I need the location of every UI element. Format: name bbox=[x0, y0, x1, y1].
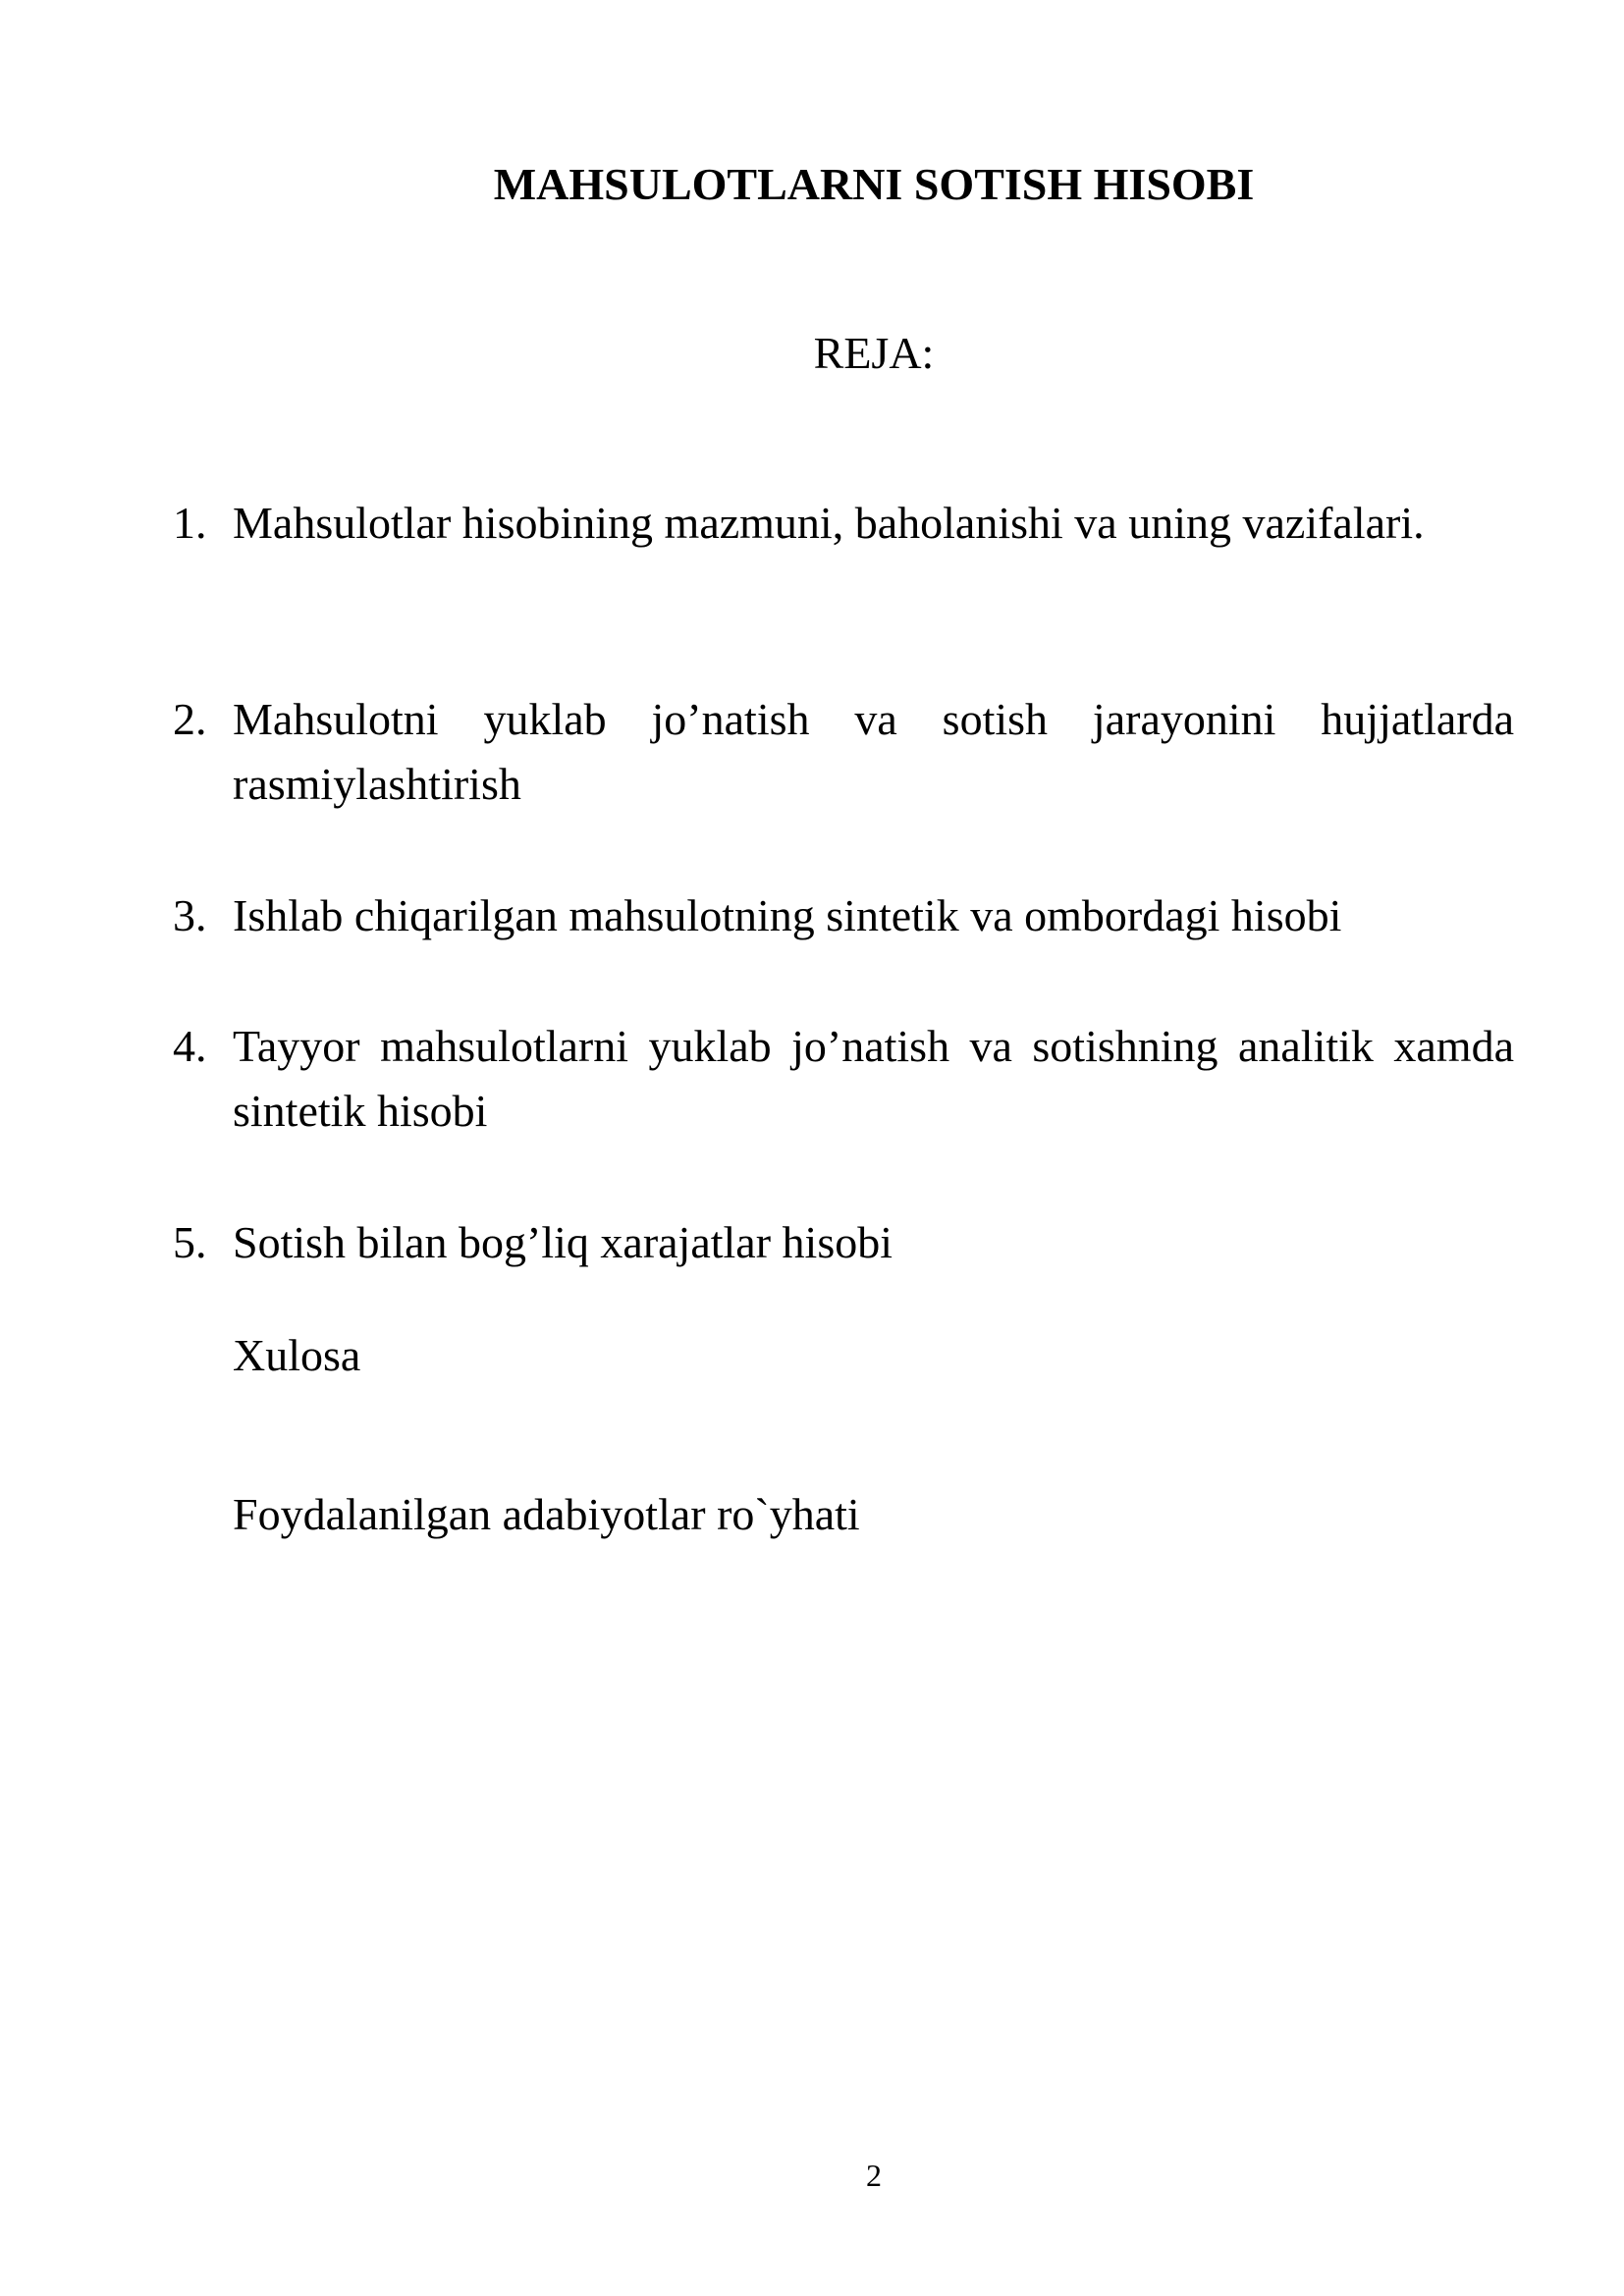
conclusion-label: Xulosa bbox=[233, 1330, 361, 1380]
page-number: 2 bbox=[866, 2158, 882, 2193]
plan-item-4 bbox=[173, 1014, 1514, 1144]
plan-heading: REJA: bbox=[813, 328, 935, 378]
plan-item-2 bbox=[173, 687, 1514, 817]
plan-item-5 bbox=[173, 1210, 1514, 1275]
plan-item-text: Sotish bilan bog’liq xarajatlar hisobi bbox=[233, 1217, 893, 1267]
plan-item-1 bbox=[173, 491, 1514, 556]
plan-item-text: Mahsulotni yuklab jo’natish va sotish jarayonini hujjatlarda rasmiylashtirish bbox=[233, 694, 1514, 809]
plan-item-number: 1. bbox=[173, 498, 207, 548]
references-label: Foydalanilgan adabiyotlar ro`yhati bbox=[233, 1489, 860, 1539]
plan-item-number: 3. bbox=[173, 890, 207, 940]
page-title: MAHSULOTLARNI SOTISH HISOBI bbox=[493, 159, 1255, 209]
plan-item-text: Ishlab chiqarilgan mahsulotning sintetik va ombordagi hisobi bbox=[233, 890, 1342, 940]
plan-item-number: 5. bbox=[173, 1217, 207, 1267]
plan-item-number: 4. bbox=[173, 1021, 207, 1071]
plan-item-3 bbox=[173, 883, 1514, 948]
plan-item-number: 2. bbox=[173, 694, 207, 744]
plan-item-text: Mahsulotlar hisobining mazmuni, baholanishi va uning vazifalari. bbox=[233, 498, 1425, 548]
plan-item-text: Tayyor mahsulotlarni yuklab jo’natish va sotishning analitik xamda sintetik hisobi bbox=[233, 1021, 1514, 1136]
